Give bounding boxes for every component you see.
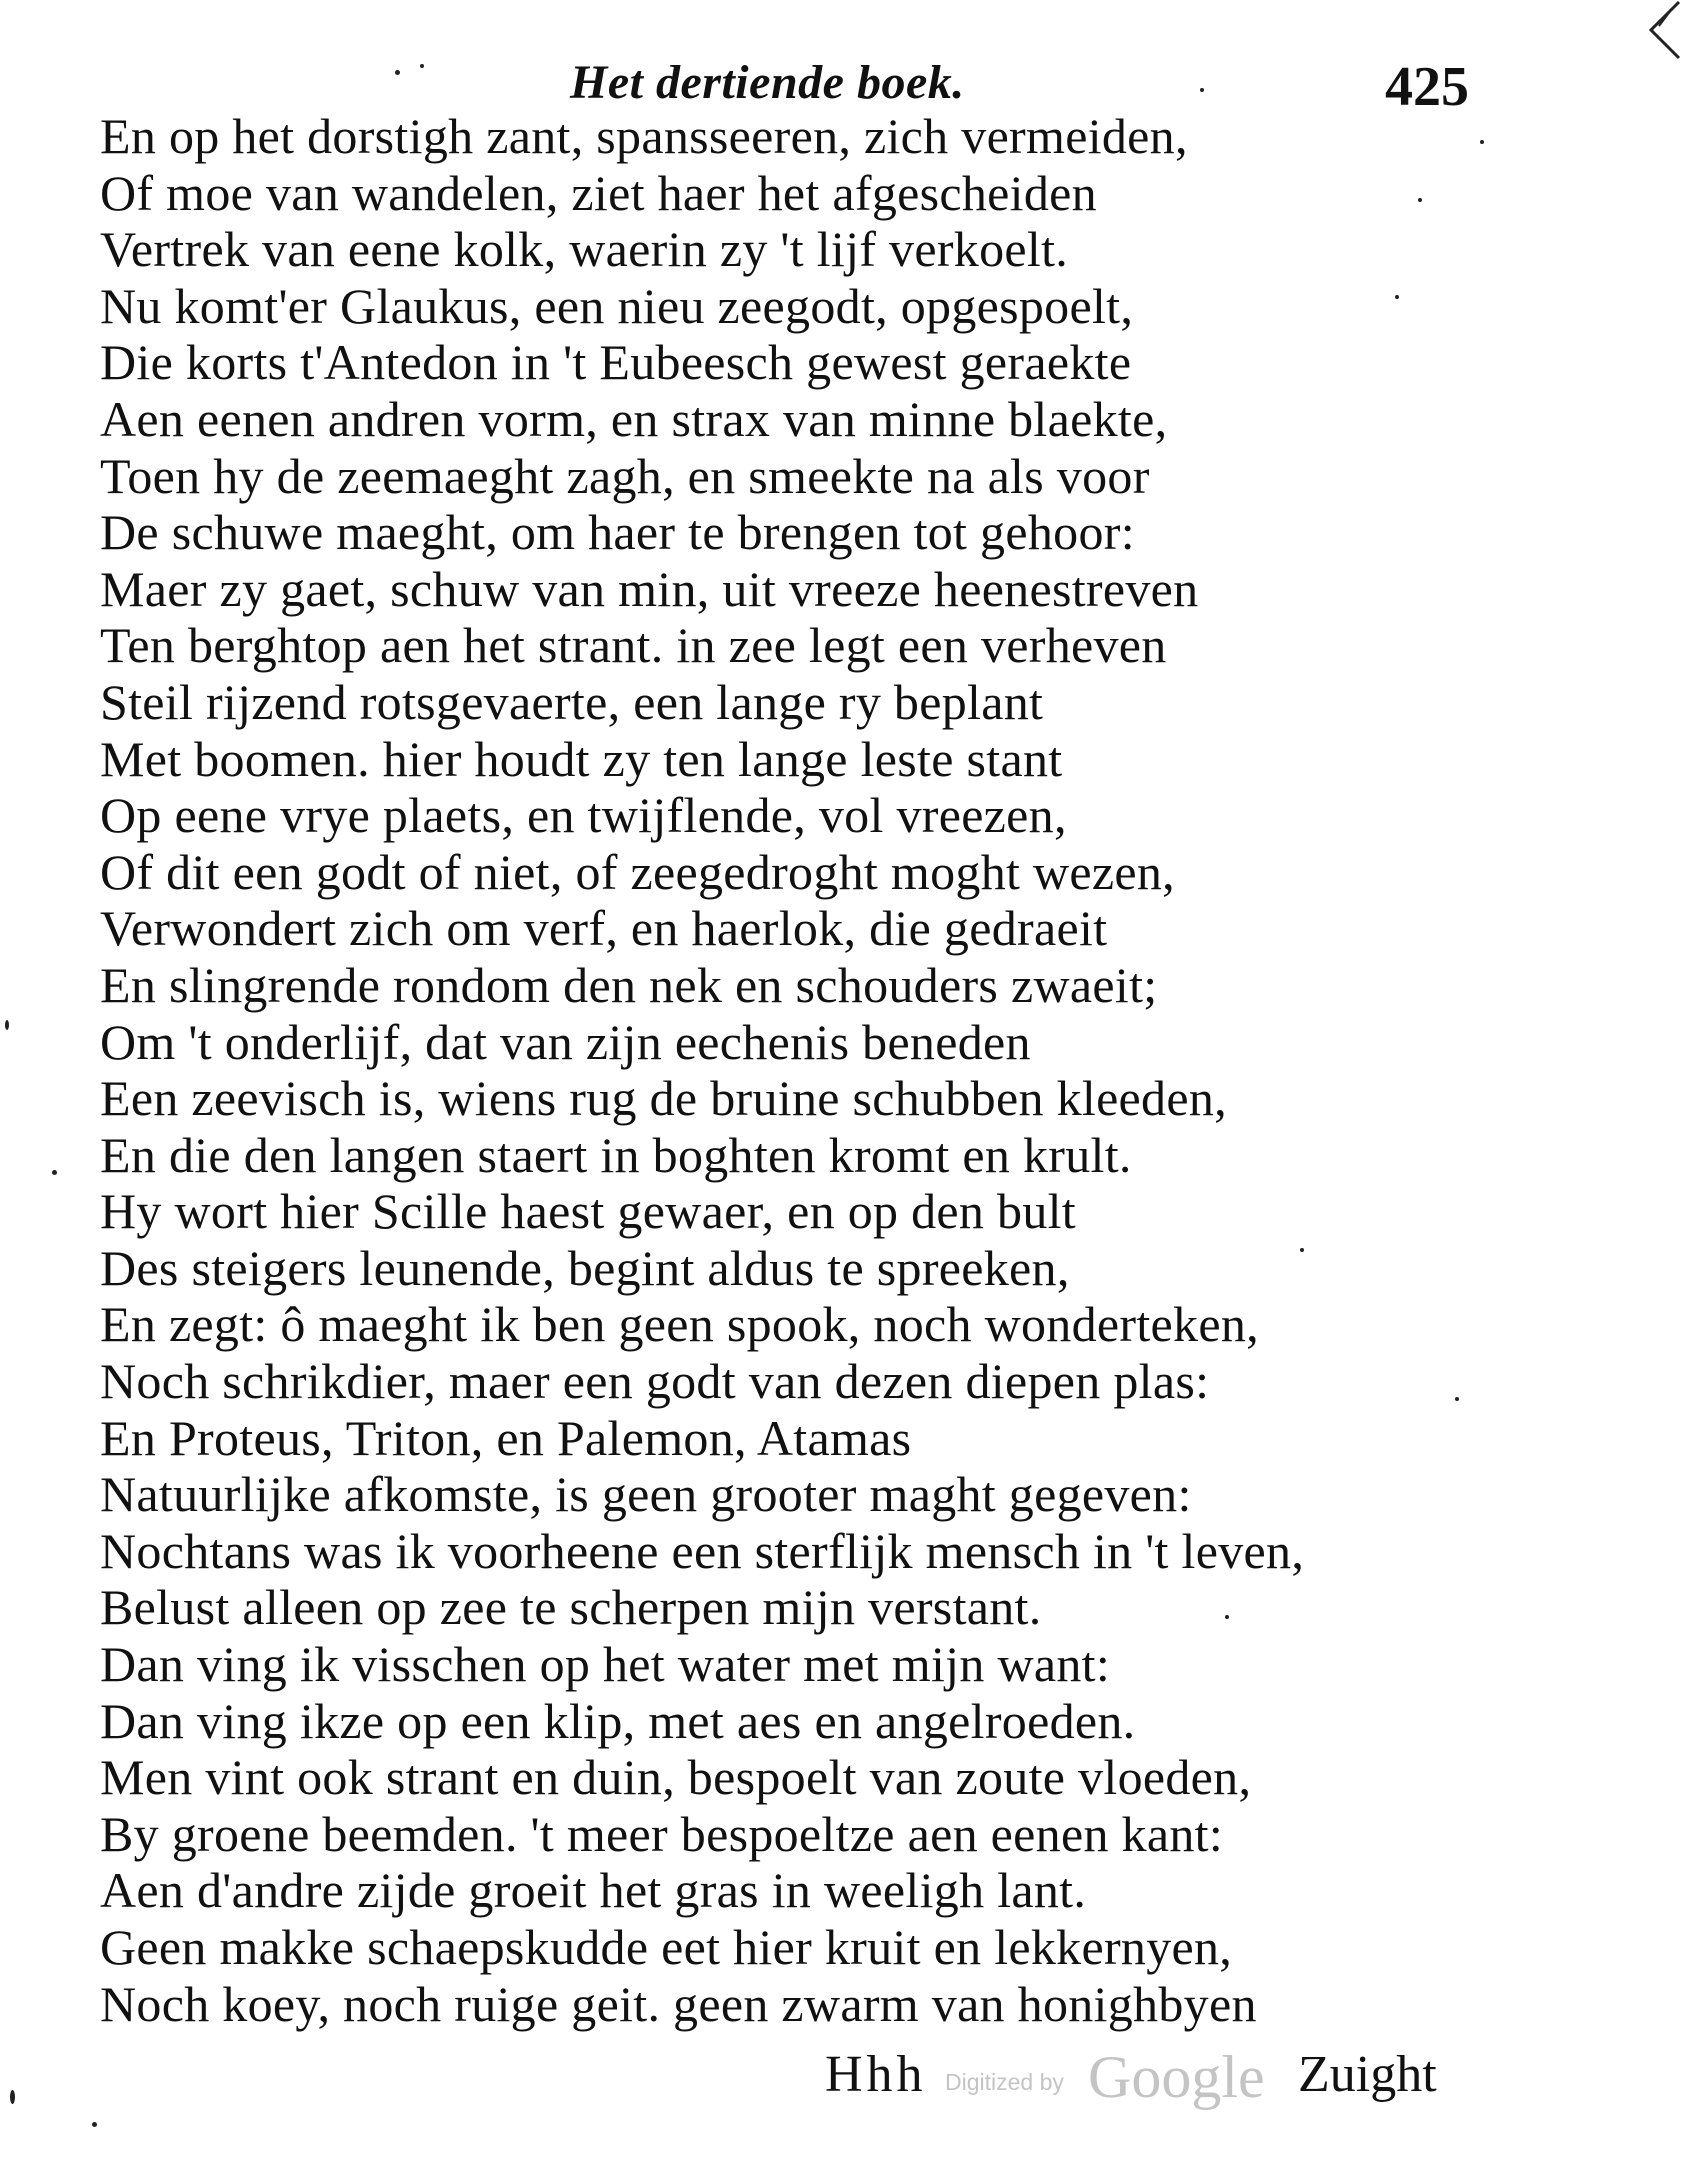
verse-line: By groene beemden. 't meer bespoeltze aen eenen kant: <box>100 1805 1224 1862</box>
verse-line: De schuwe maeght, om haer te brengen tot gehoor: <box>100 504 1135 561</box>
digitized-watermark-prefix: Digitized by <box>945 2069 1064 2095</box>
ink-speck <box>395 70 400 75</box>
ink-speck <box>52 1170 57 1175</box>
verse-line: En op het dorstigh zant, spansseeren, zich vermeiden, <box>100 108 1188 164</box>
verse-line: En slingrende rondom den nek en schouders zwaeit; <box>100 956 1158 1013</box>
verse-line: Hy wort hier Scille haest gewaer, en op den bult <box>100 1183 1076 1240</box>
verse-line: Geen makke schaepskudde eet hier kruit en lekkernyen, <box>100 1919 1233 1975</box>
verse-line: Nochtans was ik voorheene een sterflijk mensch in 't leven, <box>100 1522 1305 1579</box>
verse-line: Dan ving ikze op een klip, met aes en angelroeden. <box>100 1692 1136 1749</box>
verse-line: Aen eenen andren vorm, en strax van minne blaekte, <box>100 390 1168 447</box>
page-footer <box>0 2040 1681 2110</box>
ink-speck <box>1300 1248 1304 1252</box>
verse-line: Des steigers leunende, begint aldus te spreeken, <box>100 1239 1070 1296</box>
ink-speck <box>1200 88 1204 92</box>
verse-line: Steil rijzend rotsgevaerte, een lange ry beplant <box>100 673 1044 730</box>
verse-line: Aen d'andre zijde groeit het gras in weeligh lant. <box>100 1862 1087 1919</box>
verse-line: Een zeevisch is, wiens rug de bruine schubben kleeden, <box>100 1070 1227 1127</box>
verse-line: Dan ving ik visschen op het water met mijn want: <box>100 1636 1111 1693</box>
verse-line: Maer zy gaet, schuw van min, uit vreeze heenestreven <box>100 560 1199 617</box>
verse-line: Die korts t'Antedon in 't Eubeesch gewest geraekte <box>100 334 1132 391</box>
verse-line: Ten berghtop aen het strant. in zee legt een verheven <box>100 617 1167 674</box>
verse-line: Natuurlijke afkomste, is geen grooter maght gegeven: <box>100 1466 1192 1523</box>
ink-speck <box>1455 1397 1459 1401</box>
verse-line: Op eene vrye plaets, en twijflende, vol vreezen, <box>100 787 1067 844</box>
verse-line: Noch schrikdier, maer een godt van dezen diepen plas: <box>100 1353 1210 1410</box>
verse-line: Of dit een godt of niet, of zeegedroght moght wezen, <box>100 843 1175 900</box>
verse-line: En Proteus, Triton, en Palemon, Atamas <box>100 1409 912 1466</box>
ink-speck <box>1418 198 1422 202</box>
verse-line: En die den langen staert in boghten kromt en krult. <box>100 1126 1132 1183</box>
verse-line: En zegt: ô maeght ik ben geen spook, noch wonderteken, <box>100 1296 1259 1353</box>
catchword: Zuight <box>1298 2046 1437 2103</box>
verse-text <box>100 108 1500 2032</box>
signature-mark: Hhh <box>825 2046 927 2103</box>
verse-line: Noch koey, noch ruige geit. geen zwarm van honighbyen <box>100 1975 1257 2032</box>
verse-line: Toen hy de zeemaeght zagh, en smeekte na als voor <box>100 447 1150 504</box>
ink-speck <box>420 64 424 68</box>
verse-line: Vertrek van eene kolk, waerin zy 't lijf verkoelt. <box>100 221 1069 278</box>
verse-line: Belust alleen op zee te scherpen mijn verstant. <box>100 1579 1042 1636</box>
ink-speck <box>10 2090 15 2104</box>
ink-speck <box>92 2122 97 2127</box>
page-number: 425 <box>1385 56 1469 118</box>
verse-line: Men vint ook strant en duin, bespoelt van zoute vloeden, <box>100 1749 1252 1806</box>
verse-line: Verwondert zich om verf, en haerlok, die gedraeit <box>100 900 1108 957</box>
ink-speck <box>5 1020 9 1030</box>
digitized-watermark-logo: Google <box>1088 2044 1265 2110</box>
verse-line: Om 't onderlijf, dat van zijn eechenis beneden <box>100 1013 1031 1070</box>
ink-speck <box>1480 140 1484 144</box>
ink-speck <box>1395 295 1399 299</box>
running-title: Het dertiende boek. <box>570 56 965 109</box>
verse-line: Nu komt'er Glaukus, een nieu zeegodt, opgespoelt, <box>100 277 1134 334</box>
ink-speck <box>1225 1615 1229 1619</box>
verse-line: Met boomen. hier houdt zy ten lange leste stant <box>100 730 1063 787</box>
verse-line: Of moe van wandelen, ziet haer het afgescheiden <box>100 164 1097 221</box>
